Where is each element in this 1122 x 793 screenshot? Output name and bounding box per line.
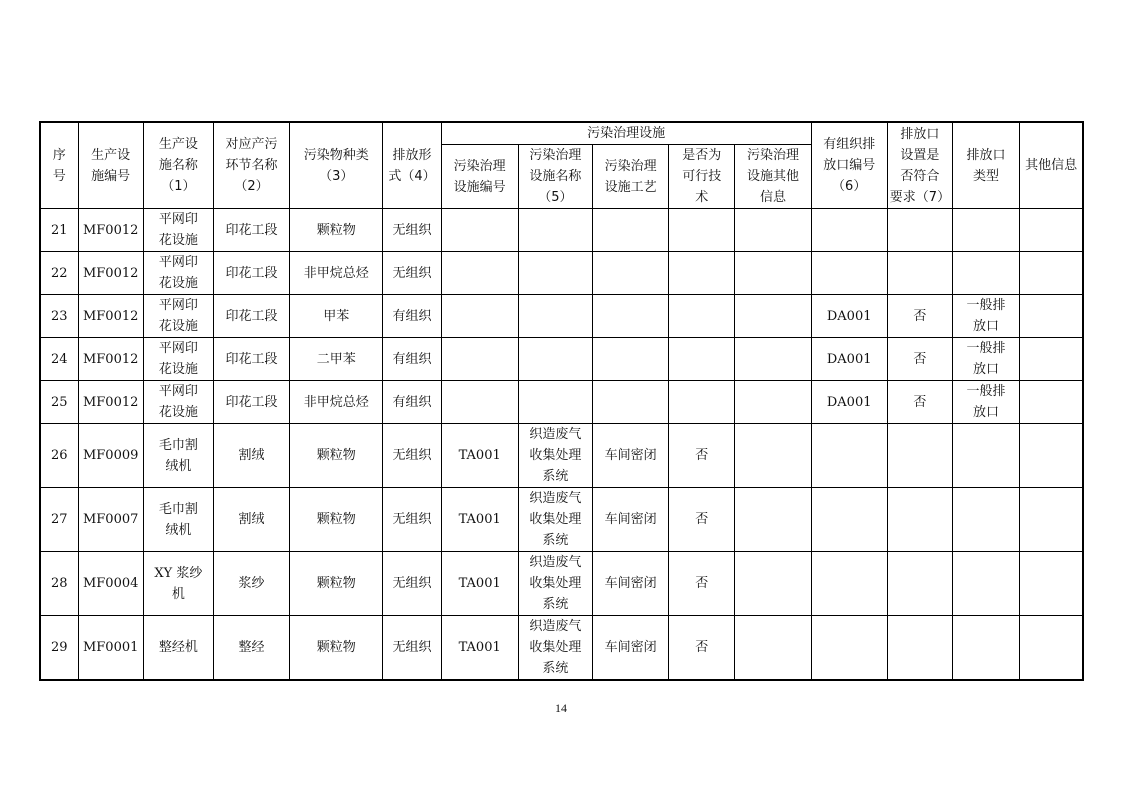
cell-other-info — [1020, 209, 1083, 252]
cell-other-info — [1020, 338, 1083, 381]
cell-treatment-process — [592, 252, 668, 295]
cell-facility-name: 平网印 花设施 — [143, 252, 213, 295]
cell-treatment-id — [441, 381, 518, 424]
cell-treatment-id: TA001 — [441, 488, 518, 552]
cell-other-info — [1020, 381, 1083, 424]
cell-other-info — [1020, 295, 1083, 338]
cell-facility-id: MF0007 — [78, 488, 143, 552]
cell-stage: 浆纱 — [213, 552, 289, 616]
cell-feasible: 否 — [669, 424, 735, 488]
cell-treatment-other — [735, 488, 811, 552]
cell-treatment-process: 车间密闭 — [592, 424, 668, 488]
cell-stage: 印花工段 — [213, 252, 289, 295]
cell-treatment-other — [735, 209, 811, 252]
col-header-facility-name: 生产设 施名称 （1） — [143, 122, 213, 209]
cell-pollutant: 颗粒物 — [290, 488, 383, 552]
cell-other-info — [1020, 488, 1083, 552]
cell-treatment-id — [441, 209, 518, 252]
cell-pollutant: 甲苯 — [290, 295, 383, 338]
cell-emission-form: 无组织 — [383, 488, 441, 552]
col-header-other-info: 其他信息 — [1020, 122, 1083, 209]
cell-treatment-name — [518, 338, 592, 381]
cell-seq: 21 — [40, 209, 78, 252]
cell-treatment-other — [735, 252, 811, 295]
cell-treatment-id — [441, 295, 518, 338]
col-header-outlet-type: 排放口 类型 — [952, 122, 1019, 209]
table-row — [40, 616, 1083, 681]
cell-facility-name: 平网印 花设施 — [143, 295, 213, 338]
cell-outlet-id — [811, 209, 887, 252]
cell-treatment-id — [441, 252, 518, 295]
cell-stage: 印花工段 — [213, 338, 289, 381]
cell-facility-id: MF0012 — [78, 209, 143, 252]
col-header-emission-form: 排放形 式（4） — [383, 122, 441, 209]
cell-facility-name: 平网印 花设施 — [143, 338, 213, 381]
cell-treatment-name: 织造废气 收集处理 系统 — [518, 616, 592, 681]
cell-feasible — [669, 295, 735, 338]
cell-outlet-compliant — [887, 552, 952, 616]
cell-seq: 24 — [40, 338, 78, 381]
cell-pollutant: 非甲烷总烃 — [290, 381, 383, 424]
cell-outlet-id: DA001 — [811, 338, 887, 381]
cell-other-info — [1020, 552, 1083, 616]
col-header-outlet-id: 有组织排 放口编号 （6） — [811, 122, 887, 209]
cell-treatment-name: 织造废气 收集处理 系统 — [518, 424, 592, 488]
cell-treatment-name — [518, 381, 592, 424]
cell-seq: 29 — [40, 616, 78, 681]
col-header-seq: 序 号 — [40, 122, 78, 209]
cell-facility-id: MF0012 — [78, 252, 143, 295]
cell-feasible — [669, 209, 735, 252]
table-row — [40, 552, 1083, 616]
cell-emission-form: 无组织 — [383, 252, 441, 295]
cell-stage: 印花工段 — [213, 381, 289, 424]
cell-outlet-type — [952, 616, 1019, 681]
cell-outlet-type — [952, 252, 1019, 295]
table-row — [40, 338, 1083, 381]
cell-emission-form: 无组织 — [383, 209, 441, 252]
cell-pollutant: 颗粒物 — [290, 424, 383, 488]
cell-emission-form: 无组织 — [383, 424, 441, 488]
cell-facility-id: MF0001 — [78, 616, 143, 681]
cell-other-info — [1020, 424, 1083, 488]
emission-table — [39, 121, 1084, 681]
table-body — [40, 209, 1083, 681]
cell-seq: 27 — [40, 488, 78, 552]
cell-other-info — [1020, 616, 1083, 681]
cell-outlet-type: 一般排 放口 — [952, 338, 1019, 381]
cell-treatment-name — [518, 252, 592, 295]
col-header-treatment-process: 污染治理 设施工艺 — [592, 145, 668, 209]
cell-outlet-id — [811, 616, 887, 681]
cell-outlet-compliant: 否 — [887, 338, 952, 381]
col-header-treatment-other: 污染治理 设施其他 信息 — [735, 145, 811, 209]
cell-treatment-process: 车间密闭 — [592, 488, 668, 552]
cell-pollutant: 二甲苯 — [290, 338, 383, 381]
cell-feasible: 否 — [669, 552, 735, 616]
cell-treatment-other — [735, 295, 811, 338]
cell-outlet-id — [811, 252, 887, 295]
cell-emission-form: 有组织 — [383, 338, 441, 381]
table-row — [40, 424, 1083, 488]
cell-treatment-other — [735, 381, 811, 424]
cell-pollutant: 颗粒物 — [290, 552, 383, 616]
cell-treatment-other — [735, 338, 811, 381]
cell-emission-form: 无组织 — [383, 616, 441, 681]
cell-facility-name: 毛巾割 绒机 — [143, 488, 213, 552]
cell-outlet-type — [952, 552, 1019, 616]
cell-treatment-other — [735, 616, 811, 681]
cell-outlet-id — [811, 552, 887, 616]
cell-treatment-id: TA001 — [441, 424, 518, 488]
cell-stage: 印花工段 — [213, 209, 289, 252]
cell-pollutant: 颗粒物 — [290, 616, 383, 681]
cell-seq: 28 — [40, 552, 78, 616]
cell-stage: 整经 — [213, 616, 289, 681]
col-header-treatment-id: 污染治理 设施编号 — [441, 145, 518, 209]
cell-outlet-id — [811, 488, 887, 552]
cell-facility-name: XY 浆纱 机 — [143, 552, 213, 616]
cell-treatment-name — [518, 209, 592, 252]
cell-outlet-compliant — [887, 488, 952, 552]
table-row — [40, 252, 1083, 295]
cell-seq: 25 — [40, 381, 78, 424]
cell-facility-name: 平网印 花设施 — [143, 209, 213, 252]
cell-outlet-compliant — [887, 209, 952, 252]
cell-treatment-name: 织造废气 收集处理 系统 — [518, 552, 592, 616]
cell-treatment-name: 织造废气 收集处理 系统 — [518, 488, 592, 552]
cell-facility-id: MF0012 — [78, 295, 143, 338]
col-header-treatment-name: 污染治理 设施名称 （5） — [518, 145, 592, 209]
cell-outlet-compliant: 否 — [887, 295, 952, 338]
cell-seq: 22 — [40, 252, 78, 295]
col-header-outlet-compliant: 排放口 设置是 否符合 要求（7） — [887, 122, 952, 209]
cell-outlet-id — [811, 424, 887, 488]
cell-facility-id: MF0004 — [78, 552, 143, 616]
table-row — [40, 209, 1083, 252]
cell-stage: 印花工段 — [213, 295, 289, 338]
cell-other-info — [1020, 252, 1083, 295]
cell-seq: 23 — [40, 295, 78, 338]
cell-pollutant: 颗粒物 — [290, 209, 383, 252]
cell-outlet-id: DA001 — [811, 295, 887, 338]
cell-treatment-process: 车间密闭 — [592, 616, 668, 681]
col-header-facility-id: 生产设 施编号 — [78, 122, 143, 209]
cell-feasible: 否 — [669, 616, 735, 681]
cell-outlet-compliant: 否 — [887, 381, 952, 424]
cell-feasible — [669, 338, 735, 381]
cell-facility-id: MF0012 — [78, 381, 143, 424]
cell-treatment-id — [441, 338, 518, 381]
cell-facility-name: 平网印 花设施 — [143, 381, 213, 424]
cell-outlet-compliant — [887, 616, 952, 681]
cell-outlet-type: 一般排 放口 — [952, 381, 1019, 424]
cell-outlet-type — [952, 488, 1019, 552]
page-number: 14 — [555, 701, 567, 715]
cell-emission-form: 有组织 — [383, 381, 441, 424]
cell-treatment-process — [592, 338, 668, 381]
cell-facility-name: 毛巾割 绒机 — [143, 424, 213, 488]
cell-outlet-type — [952, 424, 1019, 488]
col-header-treatment-group: 污染治理设施 — [441, 122, 811, 145]
cell-outlet-id: DA001 — [811, 381, 887, 424]
cell-outlet-compliant — [887, 424, 952, 488]
cell-emission-form: 无组织 — [383, 552, 441, 616]
cell-feasible — [669, 381, 735, 424]
cell-treatment-other — [735, 424, 811, 488]
cell-treatment-process — [592, 381, 668, 424]
cell-facility-id: MF0009 — [78, 424, 143, 488]
col-header-pollutant: 污染物种类 （3） — [290, 122, 383, 209]
cell-facility-id: MF0012 — [78, 338, 143, 381]
table-row — [40, 488, 1083, 552]
cell-treatment-id: TA001 — [441, 552, 518, 616]
cell-stage: 割绒 — [213, 424, 289, 488]
col-header-feasible: 是否为 可行技 术 — [669, 145, 735, 209]
cell-treatment-name — [518, 295, 592, 338]
cell-outlet-type — [952, 209, 1019, 252]
cell-feasible — [669, 252, 735, 295]
cell-treatment-process — [592, 209, 668, 252]
cell-pollutant: 非甲烷总烃 — [290, 252, 383, 295]
cell-treatment-process — [592, 295, 668, 338]
table-row — [40, 295, 1083, 338]
cell-treatment-other — [735, 552, 811, 616]
cell-facility-name: 整经机 — [143, 616, 213, 681]
table-header — [40, 122, 1083, 209]
col-header-stage: 对应产污 环节名称 （2） — [213, 122, 289, 209]
cell-seq: 26 — [40, 424, 78, 488]
cell-emission-form: 有组织 — [383, 295, 441, 338]
table-row — [40, 381, 1083, 424]
cell-outlet-compliant — [887, 252, 952, 295]
cell-feasible: 否 — [669, 488, 735, 552]
cell-stage: 割绒 — [213, 488, 289, 552]
cell-treatment-id: TA001 — [441, 616, 518, 681]
cell-treatment-process: 车间密闭 — [592, 552, 668, 616]
cell-outlet-type: 一般排 放口 — [952, 295, 1019, 338]
